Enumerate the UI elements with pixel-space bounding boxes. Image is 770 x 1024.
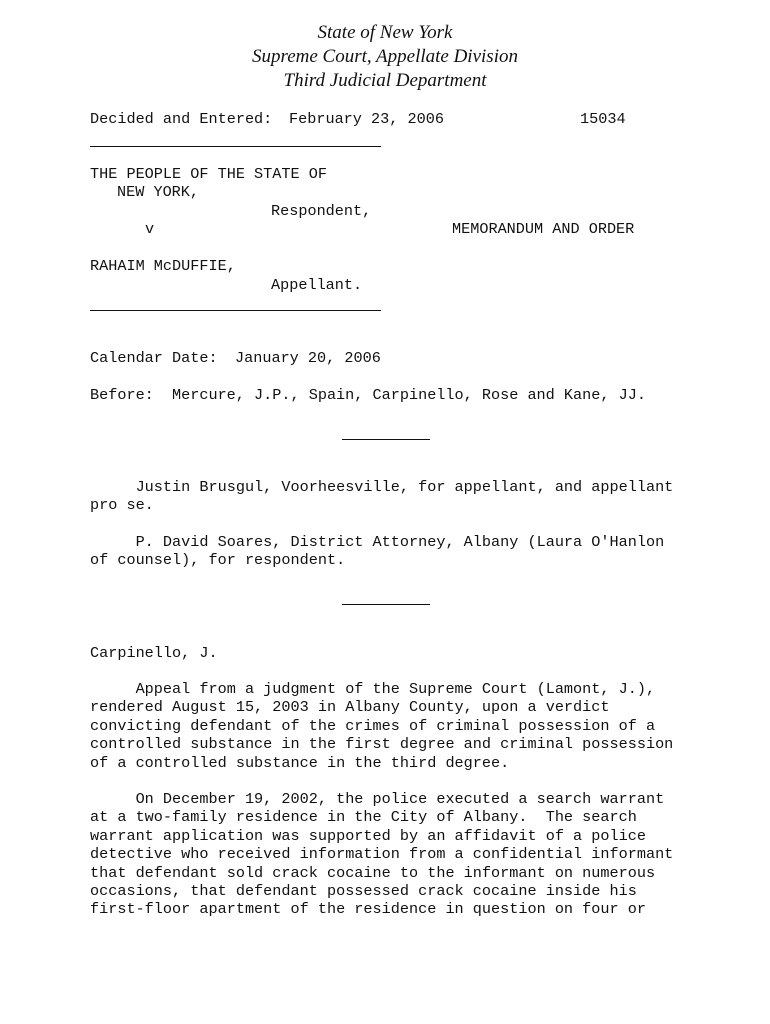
decided-label: Decided and Entered:	[90, 110, 273, 128]
opinion-paragraph-1	[90, 680, 690, 772]
text-line: rendered August 15, 2003 in Albany County, upon a verdict	[90, 698, 610, 717]
text-line: that defendant sold crack cocaine to the informant on numerous	[90, 863, 656, 882]
versus: v	[145, 220, 155, 238]
text-line: at a two-family residence in the City of Albany. The search	[90, 808, 637, 827]
section-divider-2	[342, 604, 430, 605]
party1-name: THE PEOPLE OF THE STATE OF	[90, 165, 327, 183]
opinion-paragraph-2	[90, 790, 690, 919]
text-line: Appeal from a judgment of the Supreme Court (Lamont, J.),	[90, 680, 656, 698]
text-line: controlled substance in the first degree and criminal possession	[90, 735, 674, 754]
text-line: warrant application was supported by an affidavit of a police	[90, 826, 646, 845]
section-divider-1	[342, 439, 430, 440]
calendar-date: January 20, 2006	[235, 349, 381, 367]
text-line: Justin Brusgul, Voorheesville, for appellant, and appellant	[90, 478, 674, 496]
text-line: detective who received information from a confidential informant	[90, 845, 674, 864]
text-line: P. David Soares, District Attorney, Albany (Laura O'Hanlon	[90, 533, 665, 551]
respondent-counsel	[90, 533, 690, 570]
party2-name: RAHAIM McDUFFIE,	[90, 257, 236, 275]
text-line: of a controlled substance in the third degree.	[90, 753, 510, 772]
opinion-author: Carpinello, J.	[90, 644, 218, 662]
party1-name-cont: NEW YORK,	[117, 183, 200, 201]
decided-date: February 23, 2006	[289, 110, 444, 128]
text-line: first-floor apartment of the residence in question on four or	[90, 900, 646, 919]
party2-role: Appellant.	[271, 276, 363, 294]
text-line: occasions, that defendant possessed crack cocaine inside his	[90, 882, 637, 901]
text-line: On December 19, 2002, the police executed a search warrant	[90, 790, 665, 808]
document-type: MEMORANDUM AND ORDER	[452, 220, 635, 238]
panel-label: Before:	[90, 386, 154, 404]
appellant-counsel	[90, 478, 690, 515]
text-line: of counsel), for respondent.	[90, 551, 346, 570]
docket-number: 15034	[580, 110, 626, 128]
court-name: State of New York	[317, 22, 453, 43]
court-department: Third Judicial Department	[283, 70, 487, 91]
text-line: convicting defendant of the crimes of criminal possession of a	[90, 716, 656, 735]
caption-top-rule	[90, 146, 381, 147]
party1-role: Respondent,	[271, 202, 372, 220]
calendar-label: Calendar Date:	[90, 349, 218, 367]
court-division: Supreme Court, Appellate Division	[252, 46, 518, 67]
panel-judges: Mercure, J.P., Spain, Carpinello, Rose and Kane, JJ.	[172, 386, 646, 404]
caption-bottom-rule	[90, 310, 381, 311]
text-line: pro se.	[90, 496, 154, 515]
